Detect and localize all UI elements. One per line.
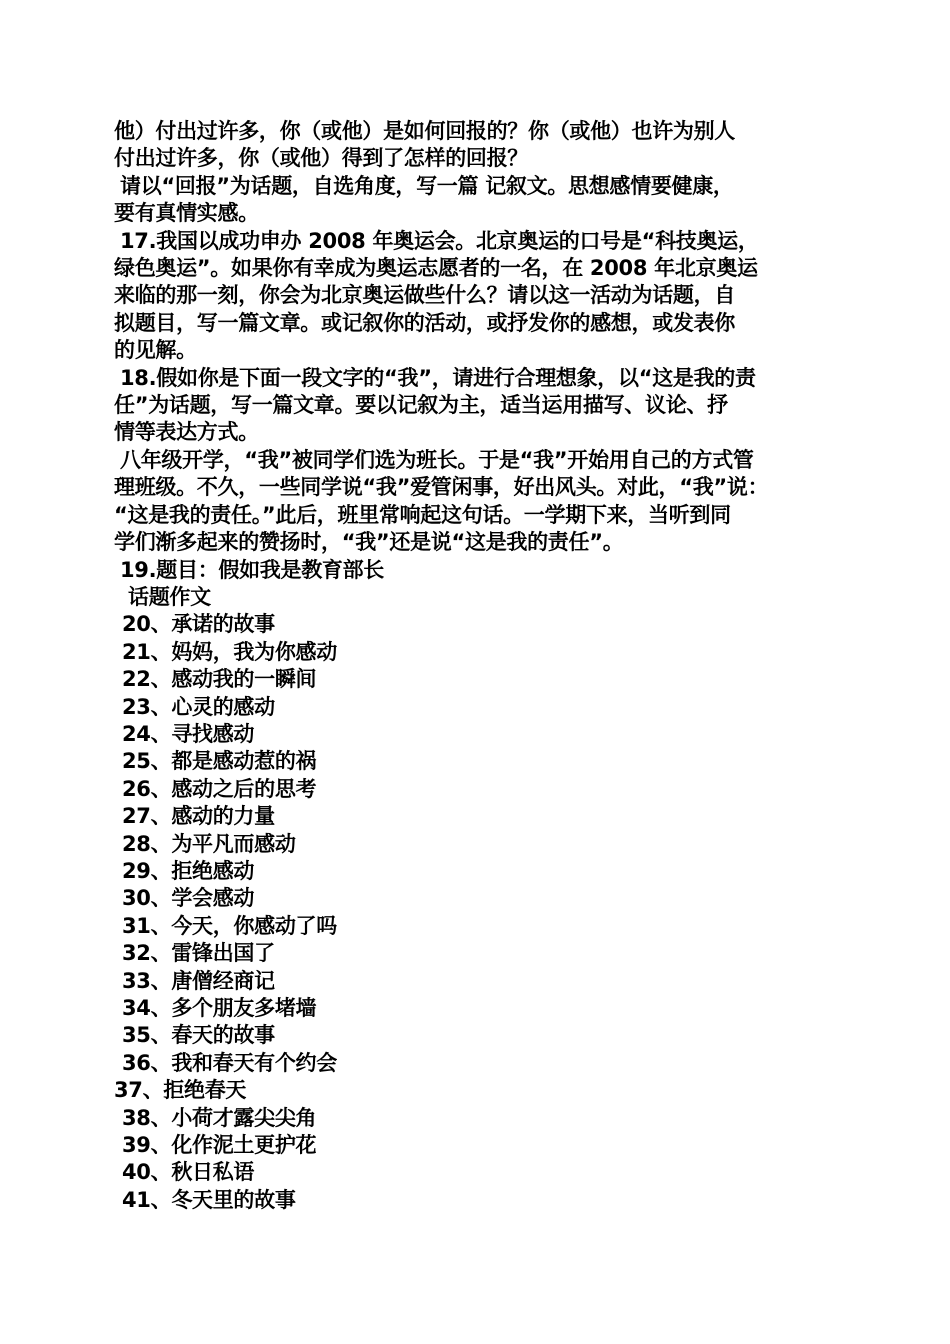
text-line: 绿色奥运”。如果你有幸成为奥运志愿者的一名，在 2008 年北京奥运 [114,256,758,281]
list-item: 26、感动之后的思考 [122,776,317,801]
list-item: 33、唐僧经商记 [122,968,275,993]
question-19: 19.题目：假如我是教育部长 [120,557,385,582]
list-item: 27、感动的力量 [122,804,275,829]
list-item: 23、心灵的感动 [122,694,275,719]
list-item: 39、化作泥土更护花 [122,1133,317,1158]
list-item: 24、寻找感动 [122,721,255,746]
text-line: 要有真情实感。 [114,201,259,226]
list-item: 32、雷锋出国了 [122,941,275,966]
list-item: 30、学会感动 [122,886,255,911]
text-line: 来临的那一刻，你会为北京奥运做些什么？请以这一活动为话题，自 [114,283,735,308]
list-item: 38、小荷才露尖尖角 [122,1105,317,1130]
text-line: 学们渐多起来的赞扬时，“我”还是说“这是我的责任”。 [114,530,624,555]
text-line: 拟题目，写一篇文章。或记叙你的活动，或抒发你的感想，或发表你 [114,310,735,335]
list-item: 28、为平凡而感动 [122,831,296,856]
text-line: 八年级开学，“我”被同学们选为班长。于是“我”开始用自己的方式管 [120,447,754,472]
list-item: 31、今天，你感动了吗 [122,913,337,938]
text-line: 的见解。 [114,338,197,363]
section-heading: 话题作文 [128,584,211,609]
text-line: 请以“回报”为话题，自选角度，写一篇 记叙文。思想感情要健康， [120,173,734,198]
list-item: 37、拒绝春天 [114,1078,247,1103]
text-line: “这是我的责任。”此后，班里常响起这句话。一学期下来，当听到同 [114,502,731,527]
question-18: 18.假如你是下面一段文字的“我”，请进行合理想象，以“这是我的责 [120,365,756,390]
text-line: 理班级。不久，一些同学说“我”爱管闲事，好出风头。对此，“我”说： [114,475,769,500]
list-item: 20、承诺的故事 [122,612,275,637]
list-item: 25、都是感动惹的祸 [122,749,317,774]
list-item: 35、春天的故事 [122,1023,275,1048]
list-item: 41、冬天里的故事 [122,1187,296,1212]
list-item: 22、感动我的一瞬间 [122,667,317,692]
document-page [114,118,838,1214]
list-item: 36、我和春天有个约会 [122,1050,337,1075]
text-line: 任”为话题，写一篇文章。要以记叙为主，适当运用描写、议论、抒 [114,393,728,418]
question-17: 17.我国以成功申办 2008 年奥运会。北京奥运的口号是“科技奥运， [120,228,759,253]
text-line: 情等表达方式。 [114,420,259,445]
text-line: 付出过许多，你（或他）得到了怎样的回报？ [114,146,528,171]
text-line: 他）付出过许多，你（或他）是如何回报的？你（或他）也许为别人 [114,119,735,143]
list-item: 21、妈妈，我为你感动 [122,639,337,664]
list-item: 40、秋日私语 [122,1160,255,1185]
list-item: 34、多个朋友多堵墙 [122,996,317,1020]
list-item: 29、拒绝感动 [122,858,255,883]
